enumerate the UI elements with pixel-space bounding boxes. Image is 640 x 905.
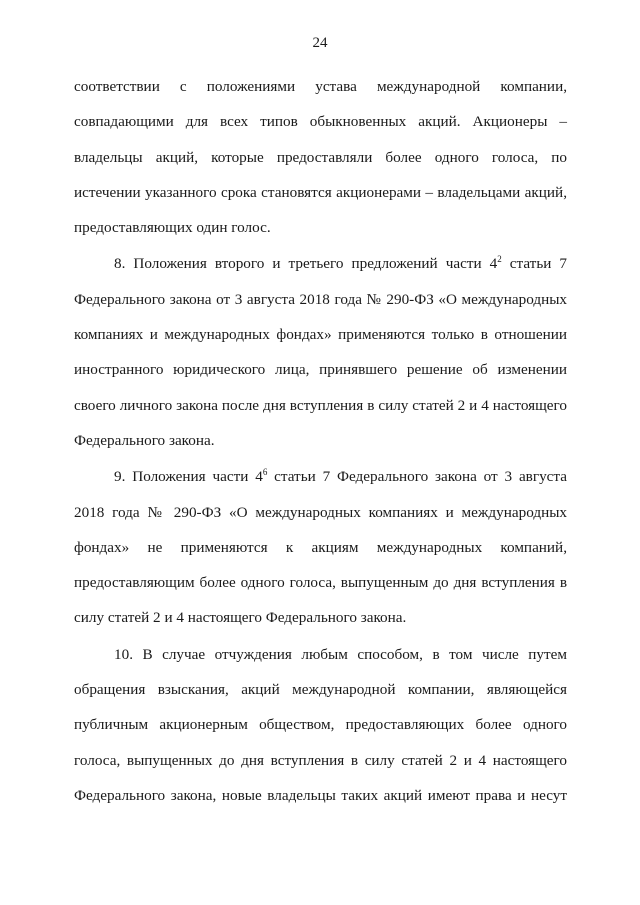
- page-number: 24: [312, 35, 328, 51]
- paragraph-9: [74, 459, 567, 635]
- document-body: [74, 69, 567, 814]
- paragraph-8: [74, 246, 567, 458]
- paragraph-9-start: 9. Положения части 4: [114, 468, 263, 486]
- paragraph-continuation: соответствии с положениями устава международной компании, совпадающими для всех типов обыкновенных акций. Акционеры – владельцы акций, которые предоставляли более одного голоса, по истечении указанного срока становятся акционерами – владельцами акций, предоставляющих один голос.: [74, 78, 567, 237]
- paragraph-9-rest: статьи 7 Федерального закона от 3 августа 2018 года № 290-ФЗ «О международных компаниях и международных фондах» не применяются к акциям международных компаний, предоставляющим более одного голоса, выпущенным до дня вступления в силу статей 2 и 4 настоящего Федерального закона.: [74, 468, 567, 627]
- paragraph-8-rest: статьи 7 Федерального закона от 3 августа 2018 года № 290-ФЗ «О международных компаниях и международных фондах» применяются только в отношении иностранного юридического лица, принявшего решение об изменении своего личного закона после дня вступления в силу статей 2 и 4 настоящего Федерального закона.: [74, 255, 567, 449]
- paragraph-8-start: 8. Положения второго и третьего предложений части 4: [114, 255, 498, 273]
- paragraph-10: 10. В случае отчуждения любым способом, в том числе путем обращения взыскания, акций международной компании, являющейся публичным акционерным обществом, предоставляющих более одного голоса, выпущенных до дня вступления в силу статей 2 и 4 настоящего Федерального закона, новые владельцы таких акций имеют права и несут: [74, 645, 567, 804]
- paragraph-9-superscript: 6: [262, 467, 268, 478]
- paragraph-8-superscript: 2: [497, 254, 502, 265]
